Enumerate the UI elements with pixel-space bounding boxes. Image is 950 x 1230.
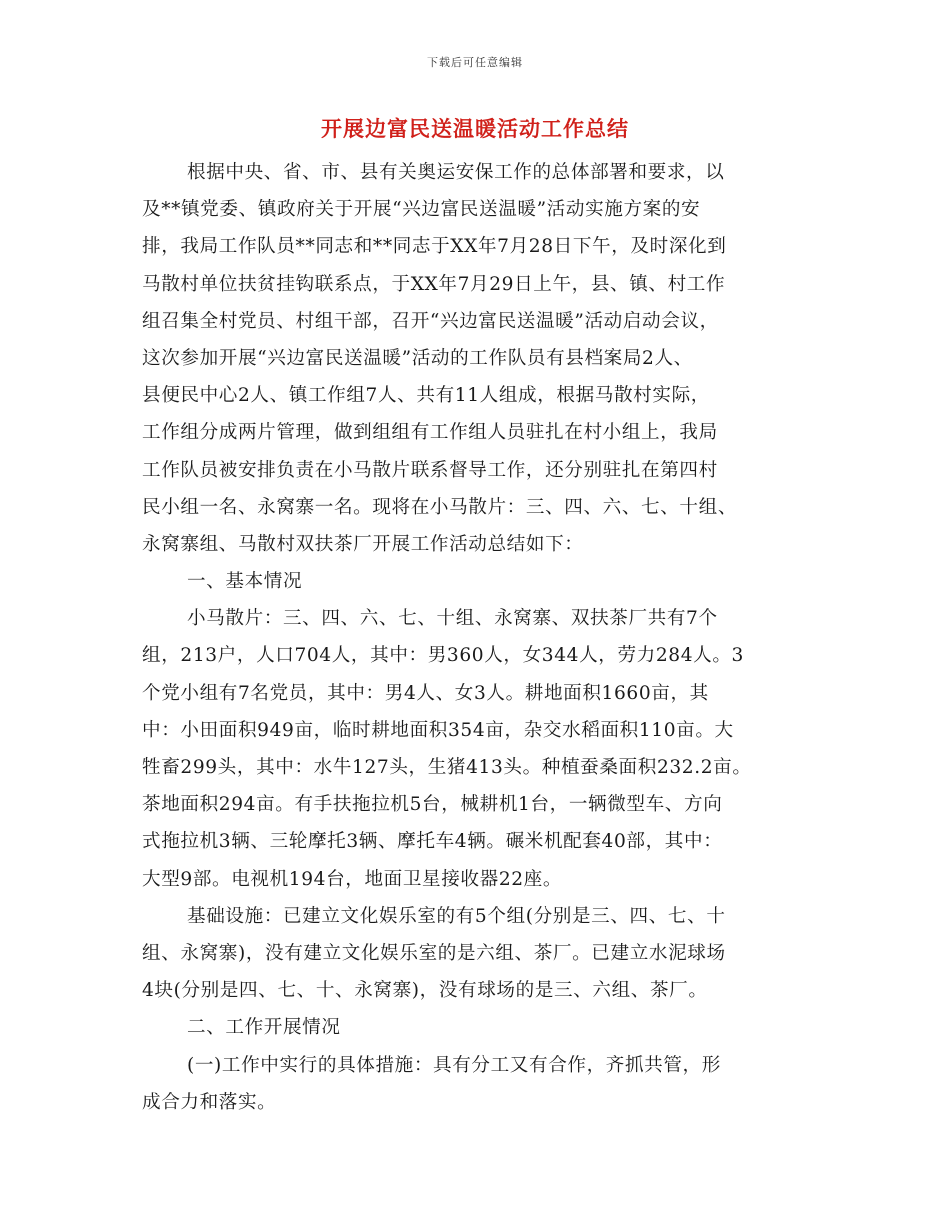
header-note: 下载后可任意编辑 — [427, 56, 523, 69]
document-title: 开展边富民送温暖活动工作总结 — [321, 116, 629, 141]
body-line: 基础设施：已建立文化娱乐室的有5个组(分别是三、四、七、十 — [187, 905, 726, 927]
body-line: (一)工作中实行的具体措施：具有分工又有合作，齐抓共管，形 — [187, 1054, 721, 1076]
body-line: 及**镇党委、镇政府关于开展“兴边富民送温暖”活动实施方案的安 — [142, 199, 701, 221]
body-line: 组，213户，人口704人，其中：男360人，女344人，劳力284人。3 — [142, 645, 744, 667]
body-line: 牲畜299头，其中：水牛127头，生猪413头。种植蚕桑面积232.2亩。 — [142, 757, 752, 778]
body-line: 工作队员被安排负责在小马散片联系督导工作，还分别驻扎在第四村 — [142, 459, 718, 481]
body-line: 小马散片：三、四、六、七、十组、永窝寨、双扶茶厂共有7个 — [187, 608, 718, 630]
body-line: 县便民中心2人、镇工作组7人、共有11人组成，根据马散村实际， — [142, 385, 710, 407]
body-line: 二、工作开展情况 — [187, 1017, 341, 1039]
document-body — [142, 154, 810, 1121]
body-line: 式拖拉机3辆、三轮摩托3辆、摩托车4辆。碾米机配套40部，其中： — [142, 831, 723, 853]
body-line: 组召集全村党员、村组干部，召开“兴边富民送温暖”活动启动会议， — [142, 310, 719, 332]
body-line: 一、基本情况 — [187, 571, 303, 593]
body-line: 马散村单位扶贫挂钩联系点，于XX年7月29日上午，县、镇、村工作 — [142, 273, 726, 295]
body-line: 工作组分成两片管理，做到组组有工作组人员驻扎在村小组上，我局 — [142, 422, 718, 444]
body-line: 中：小田面积949亩，临时耕地面积354亩，杂交水稻面积110亩。大 — [142, 719, 734, 741]
body-line: 大型9部。电视机194台，地面卫星接收器22座。 — [142, 868, 563, 890]
body-line: 永窝寨组、马散村双扶茶厂开展工作活动总结如下： — [142, 533, 584, 555]
body-line: 排，我局工作队员**同志和**同志于XX年7月28日下午，及时深化到 — [142, 236, 727, 258]
body-line: 成合力和落实。 — [142, 1091, 277, 1113]
body-line: 茶地面积294亩。有手扶拖拉机5台，械耕机1台，一辆微型车、方向 — [142, 794, 723, 816]
body-line: 组、永窝寨)，没有建立文化娱乐室的是六组、茶厂。已建立水泥球场 — [142, 942, 726, 964]
body-line: 根据中央、省、市、县有关奥运安保工作的总体部署和要求，以 — [187, 162, 725, 183]
body-line: 个党小组有7名党员，其中：男4人、女3人。耕地面积1660亩，其 — [142, 682, 709, 704]
body-line: 4块(分别是四、七、十、永窝寨)，没有球场的是三、六组、茶厂。 — [142, 980, 708, 1002]
body-line: 民小组一名、永窝寨一名。现将在小马散片：三、四、六、七、十组、 — [142, 496, 738, 518]
body-line: 这次参加开展“兴边富民送温暖”活动的工作队员有县档案局2人、 — [142, 347, 693, 369]
